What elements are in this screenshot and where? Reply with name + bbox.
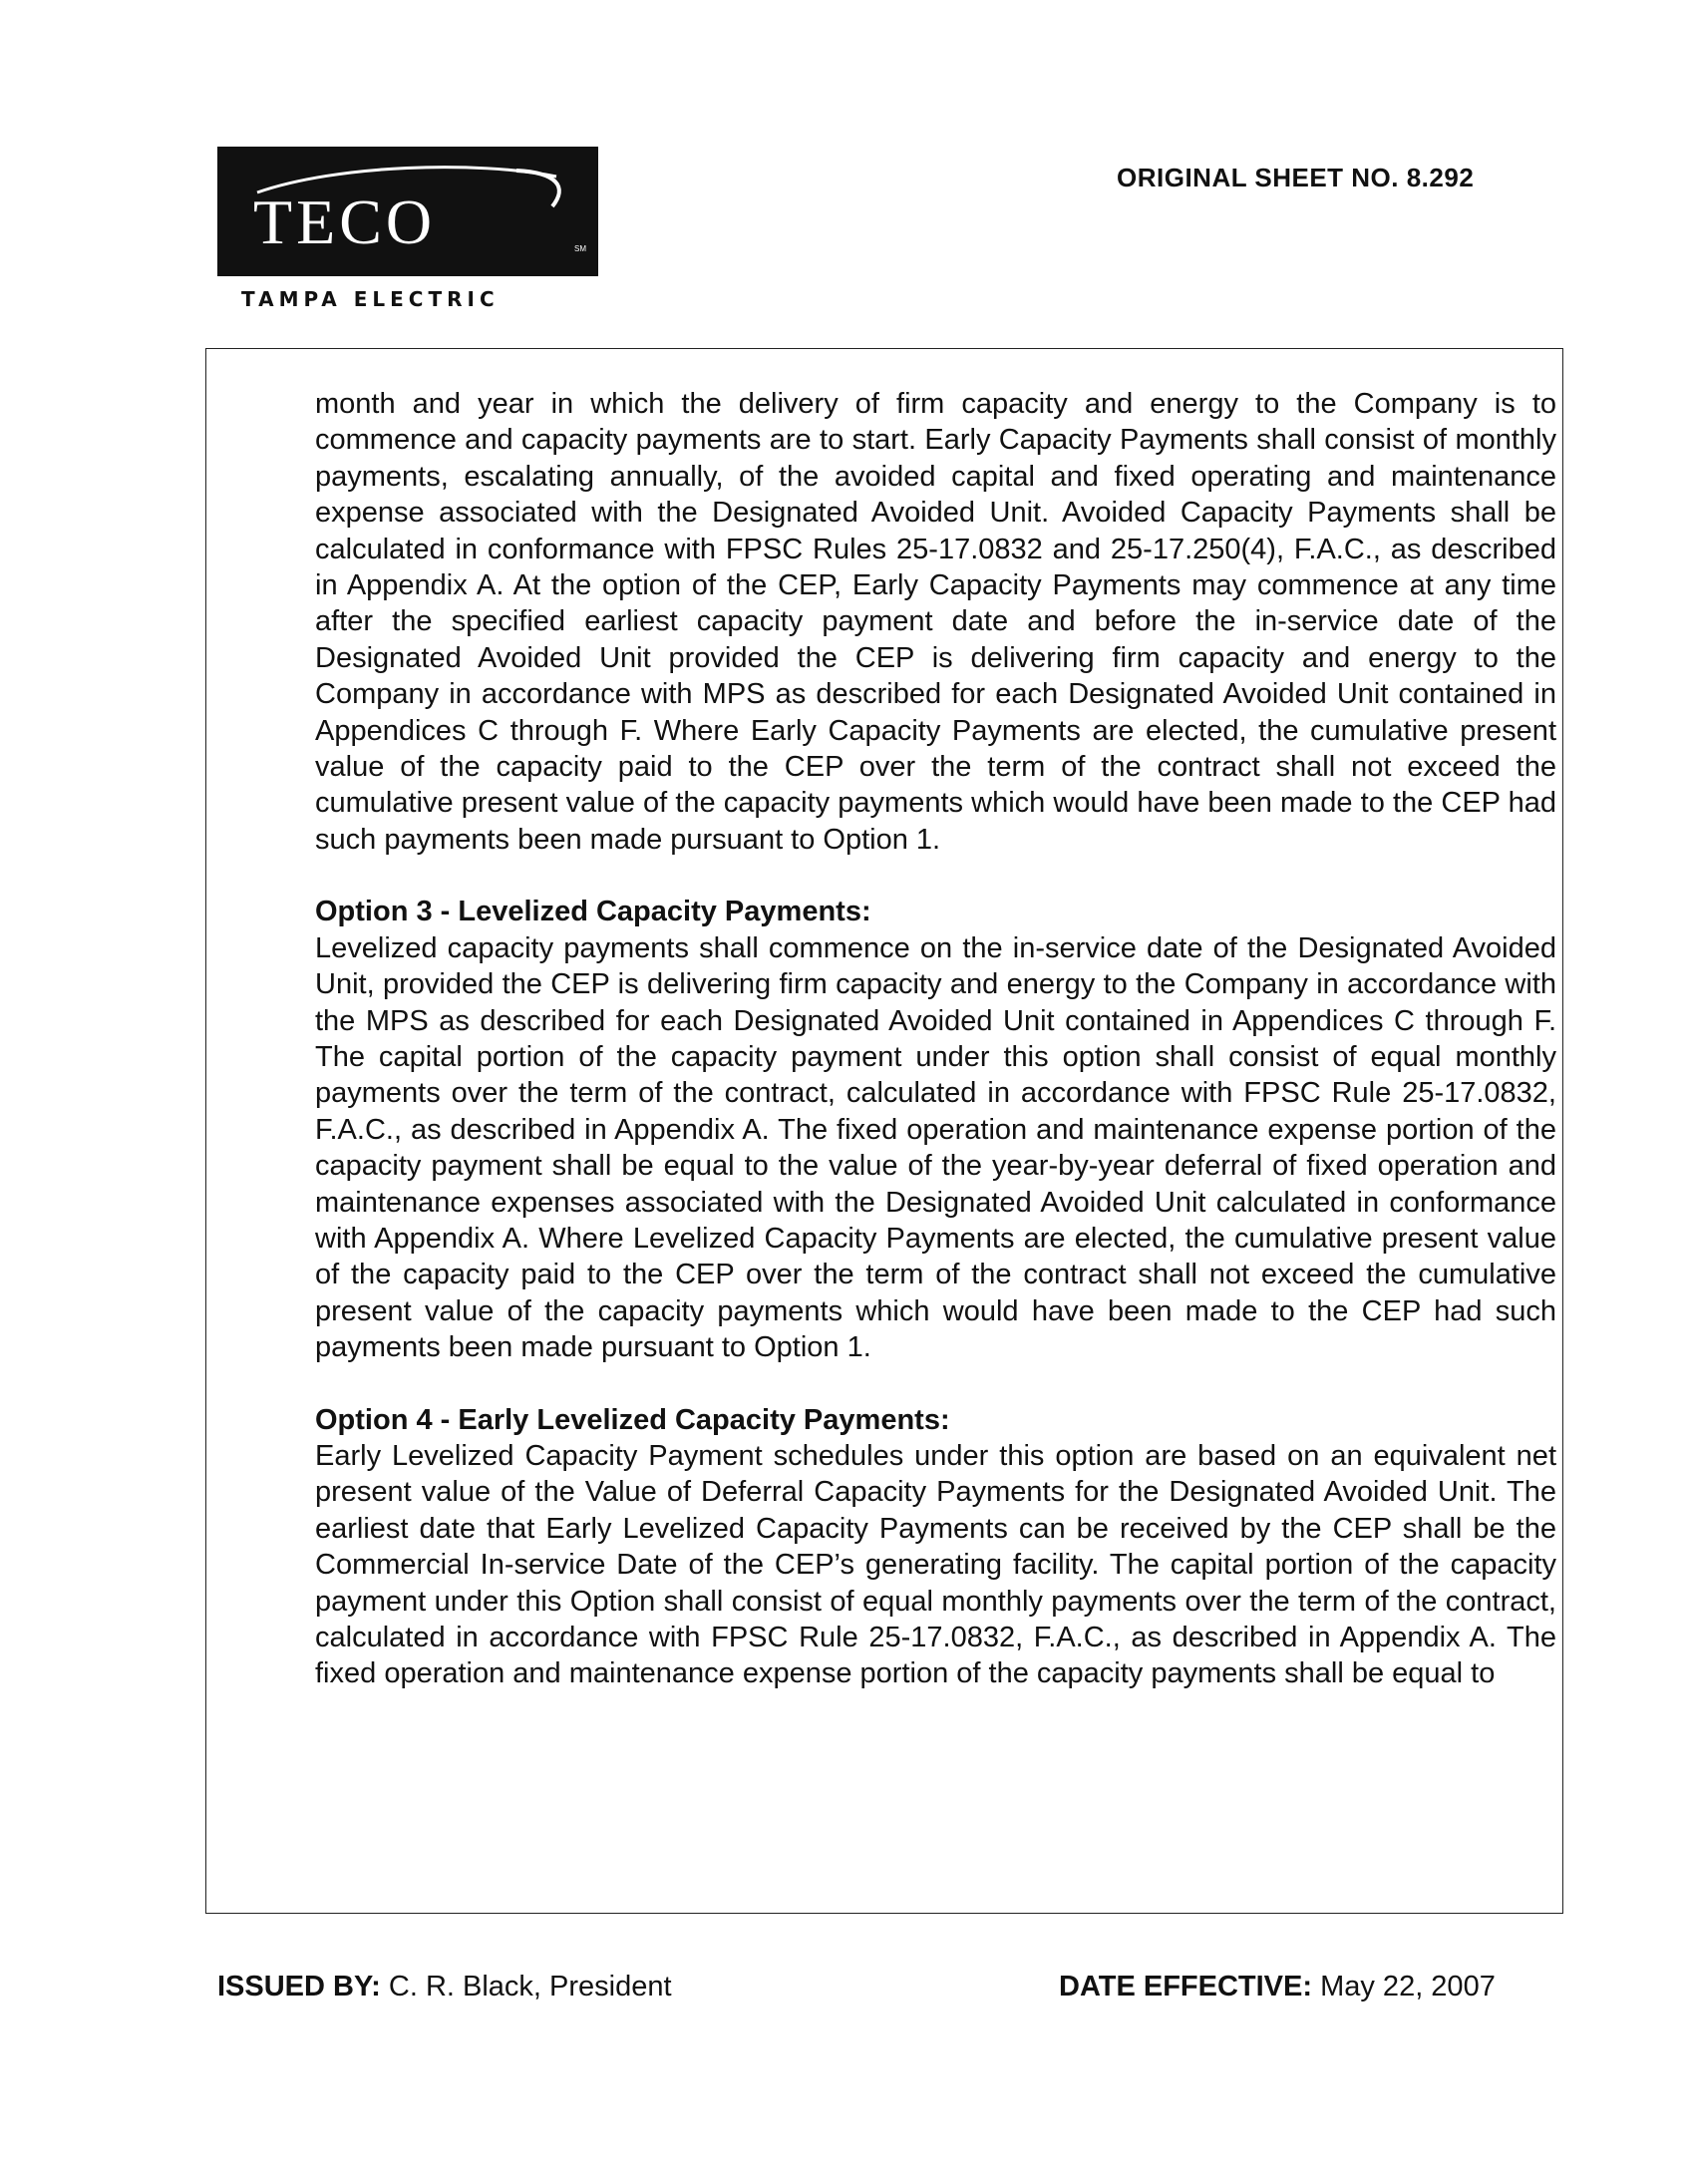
date-effective [1059, 1971, 1496, 2003]
logo-subtitle: TAMPA ELECTRIC [241, 287, 500, 311]
issued-by-label: ISSUED BY: [217, 1971, 381, 2002]
option4-heading: Option 4 - Early Levelized Capacity Payments: [315, 1403, 950, 1436]
teco-logo [217, 147, 598, 276]
issued-by [217, 1971, 672, 2003]
option3-heading: Option 3 - Levelized Capacity Payments: [315, 896, 871, 928]
option4-paragraph: Early Levelized Capacity Payment schedules under this option are based on an equivalent net present value of the Value of Deferral Capacity Payments for the Designated Avoided Unit. The earliest date that Early Levelized Capacity Payments can be received by the CEP shall be the Commercial In-service Date of the CEP’s generating facility. The capital portion of the capacity payment under this Option shall consist of equal monthly payments over the term of the contract, calculated in accordance with FPSC Rule 25-17.0832, F.A.C., as described in Appendix A. The fixed operation and maintenance expense portion of the capacity payments shall be equal to [315, 1439, 1556, 1690]
tariff-text [315, 386, 1556, 1692]
option3-paragraph: Levelized capacity payments shall commence on the in-service date of the Designated Avoided Unit, provided the CEP is delivering firm capacity and energy to the Company in accordance with the MPS as described for each Designated Avoided Unit contained in Appendices C through F. The capital portion of the capacity payment under this option shall consist of equal monthly payments over the term of the contract, calculated in accordance with FPSC Rule 25-17.0832, F.A.C., as described in Appendix A. The fixed operation and maintenance expense portion of the capacity payment shall be equal to the value of the year-by-year deferral of fixed operation and maintenance expenses associated with the Designated Avoided Unit calculated in conformance with Appendix A. Where Levelized Capacity Payments are elected, the cumulative present value of the capacity paid to the CEP over the term of the contract shall not exceed the cumulative present value of the capacity payments which would have been made to the CEP had such payments been made pursuant to Option 1. [315, 931, 1556, 1364]
logo-wordmark: TECO [253, 186, 437, 257]
date-effective-value: May 22, 2007 [1320, 1971, 1496, 2002]
issued-by-value: C. R. Black, President [388, 1971, 672, 2002]
tariff-content-box [205, 348, 1563, 1914]
logo-trademark: SM [574, 244, 586, 253]
intro-paragraph: month and year in which the delivery of firm capacity and energy to the Company is to commence and capacity payments are to start. Early Capacity Payments shall consist of monthly payments, escalating annually, of the avoided capital and fixed operating and maintenance expense associated with the Designated Avoided Unit. Avoided Capacity Payments shall be calculated in conformance with FPSC Rules 25-17.0832 and 25-17.250(4), F.A.C., as described in Appendix A. At the option of the CEP, Early Capacity Payments may commence at any time after the specified earliest capacity payment date and before the in-service date of the Designated Avoided Unit provided the CEP is delivering firm capacity and energy to the Company in accordance with MPS as described for each Designated Avoided Unit contained in Appendices C through F. Where Early Capacity Payments are elected, the cumulative present value of the capacity paid to the CEP over the term of the contract shall not exceed the cumulative present value of the capacity payments which would have been made to the CEP had such payments been made pursuant to Option 1. [315, 388, 1556, 856]
date-effective-label: DATE EFFECTIVE: [1059, 1971, 1313, 2002]
sheet-number: ORIGINAL SHEET NO. 8.292 [1117, 163, 1475, 192]
